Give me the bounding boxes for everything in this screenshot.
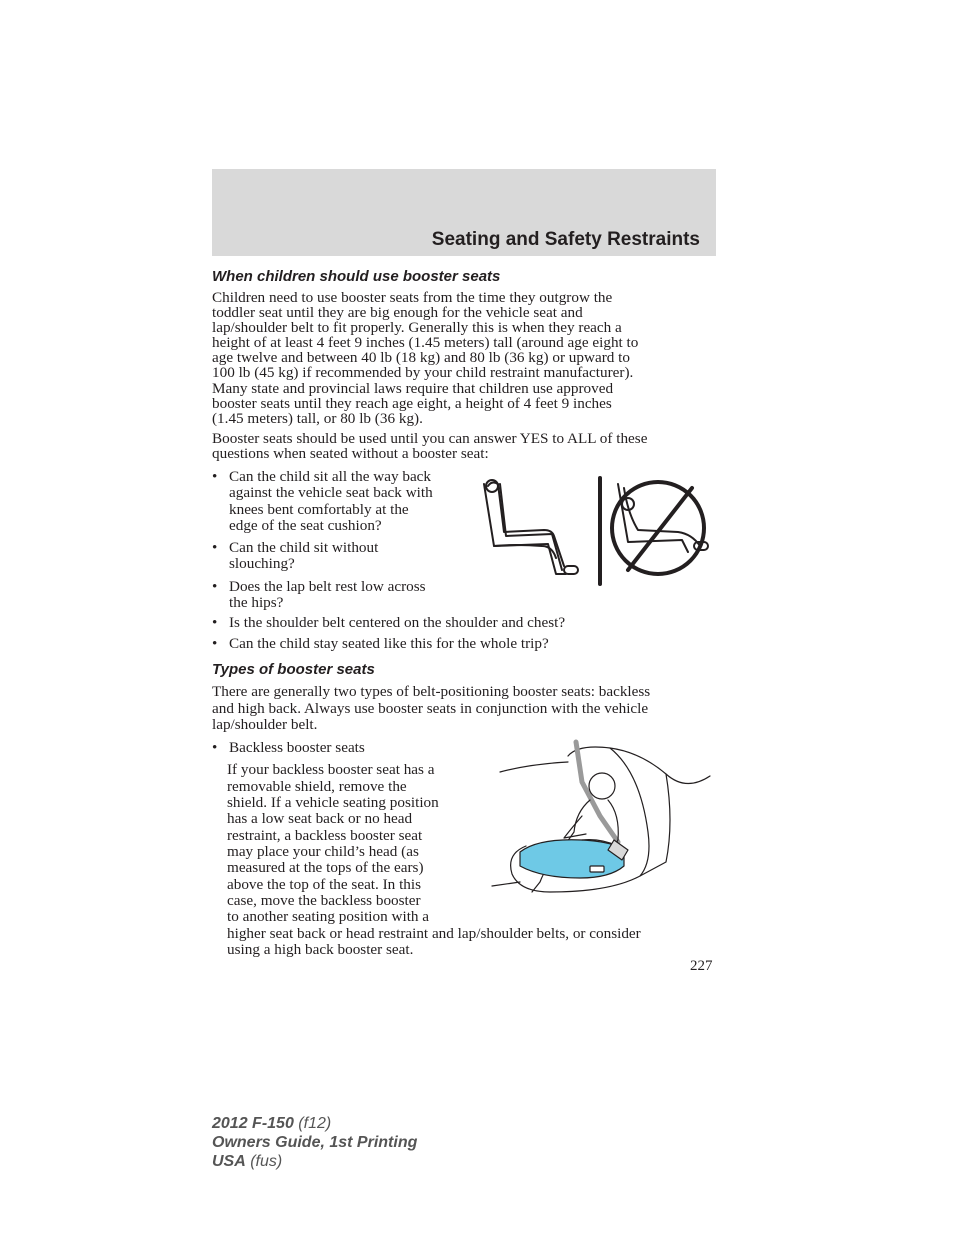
bullet-dot: •	[212, 614, 218, 631]
booster-seat	[520, 840, 624, 878]
text-line: edge of the seat cushion?	[229, 516, 382, 534]
child-silhouette	[624, 488, 700, 546]
vehicle-rear-window-line	[500, 762, 568, 772]
bullet-dot: •	[212, 635, 218, 652]
text-line: lap/shoulder belt to fit properly. Generally this is when they reach a	[212, 319, 622, 337]
seat-back-outline	[484, 484, 566, 574]
footer-region-code: (fus)	[245, 1153, 283, 1170]
text-line: Can the child stay seated like this for the whole trip?	[229, 635, 549, 652]
text-line: Is the shoulder belt centered on the shoulder and chest?	[229, 614, 566, 631]
text-line: (1.45 meters) tall, or 80 lb (36 kg).	[212, 409, 423, 427]
bullet-dot: •	[212, 739, 218, 756]
booster-label	[590, 866, 604, 872]
text-line: slouching?	[229, 555, 295, 573]
bullet-dot: •	[212, 578, 218, 595]
seat-back-outline	[500, 484, 562, 570]
text-line: using a high back booster seat.	[227, 941, 414, 958]
text-line: age twelve and between 40 lb (18 kg) and 80 lb (36 kg) or upward to	[212, 349, 630, 367]
text-line: questions when seated without a booster seat:	[212, 445, 489, 463]
text-line: against the vehicle seat back with	[229, 484, 433, 502]
heading-types-of-booster-seats: Types of booster seats	[212, 661, 375, 678]
text-line: Can the child sit all the way back	[229, 468, 432, 485]
text-line: has a low seat back or no head	[227, 810, 413, 827]
seat-posture-illustration	[478, 474, 714, 588]
text-line: height of at least 4 feet 9 inches (1.45 meters) tall (around age eight to	[212, 334, 639, 352]
text-line: Many state and provincial laws require that children use approved	[212, 379, 614, 397]
paragraph-yes-to-all	[212, 431, 647, 461]
text-line: There are generally two types of belt-positioning booster seats: backless	[212, 683, 651, 700]
text-line: measured at the tops of the ears)	[227, 859, 424, 876]
text-line: Does the lap belt rest low across	[229, 578, 426, 595]
text-line: booster seats until they reach age eight, a height of 4 feet 9 inches	[212, 394, 612, 412]
paragraph-booster-types	[212, 684, 650, 734]
section-header-band	[212, 169, 716, 256]
child-silhouette	[488, 482, 564, 566]
text-line: shield. If a vehicle seating position	[227, 794, 439, 811]
text-line: Children need to use booster seats from the time they outgrow the	[212, 289, 613, 306]
footer-document-info	[212, 1114, 417, 1171]
vehicle-seat-outline	[568, 747, 710, 784]
footer-code: (f12)	[293, 1115, 332, 1132]
vehicle-seat-outline	[640, 774, 670, 876]
text-line: and high back. Always use booster seats in conjunction with the vehicle	[212, 699, 649, 717]
footer-line	[212, 1152, 417, 1171]
text-line: Can the child sit without	[229, 539, 379, 556]
text-line: If your backless booster seat has a	[227, 761, 435, 778]
page-number: 227	[690, 958, 713, 974]
child-head	[589, 773, 615, 799]
text-line: above the top of the seat. In this	[227, 876, 422, 893]
text-line: Backless booster seats	[229, 739, 365, 756]
text-line: Booster seats should be used until you can answer YES to ALL of these	[212, 430, 648, 447]
vehicle-floor-line	[492, 882, 520, 886]
text-line: to another seating position with a	[227, 908, 430, 925]
footer-region: USA	[212, 1153, 246, 1170]
text-line: case, move the backless booster	[227, 892, 421, 909]
text-line: toddler seat until they are big enough for the vehicle seat and	[212, 304, 583, 322]
text-line: knees bent comfortably at the	[229, 500, 409, 518]
bullet-dot: •	[212, 539, 218, 556]
paragraph-booster-when	[212, 290, 638, 426]
backless-booster-illustration	[490, 742, 712, 898]
text-line: restraint, a backless booster seat	[227, 827, 423, 844]
footer-line	[212, 1114, 417, 1133]
child-foot	[564, 566, 578, 574]
footer-guide: Owners Guide, 1st Printing	[212, 1134, 418, 1151]
seat-cushion	[494, 545, 556, 558]
heading-booster-seats-when: When children should use booster seats	[212, 268, 501, 285]
section-title: Seating and Safety Restraints	[431, 229, 700, 250]
text-line: the hips?	[229, 594, 284, 612]
footer-line	[212, 1133, 417, 1152]
bullet-dot: •	[212, 468, 218, 485]
text-line: 100 lb (45 kg) if recommended by your child restraint manufacturer).	[212, 364, 634, 382]
footer-model: 2012 F-150	[212, 1115, 294, 1132]
text-line: higher seat back or head restraint and lap/shoulder belts, or consider	[227, 925, 641, 942]
text-line: removable shield, remove the	[227, 778, 407, 795]
text-line: may place your child’s head (as	[227, 843, 419, 860]
text-line: lap/shoulder belt.	[212, 716, 318, 733]
